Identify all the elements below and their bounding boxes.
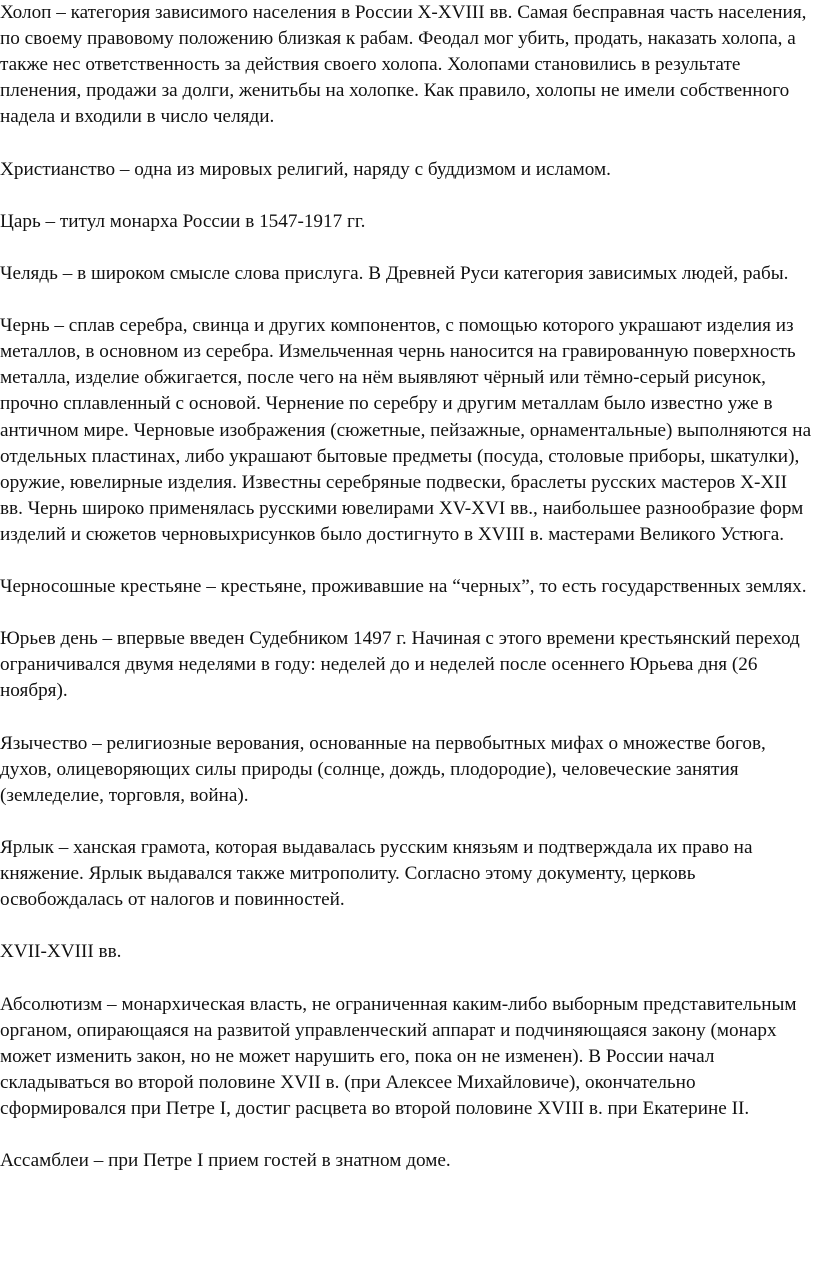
paragraph-gap xyxy=(0,548,812,574)
paragraph-chernososhnye: Черносошные крестьяне – крестьяне, проживавшие на “черных”, то есть государственных землях. xyxy=(0,576,807,598)
paragraph-gap xyxy=(0,913,812,939)
paragraph-gap xyxy=(0,600,812,626)
paragraph-assamblei: Ассамблеи – при Петре I прием гостей в знатном доме. xyxy=(0,1150,451,1172)
paragraph-chelyad: Челядь – в широком смысле слова прислуга. В Древней Руси категория зависимых людей, рабы. xyxy=(0,262,789,284)
paragraph-yuriev-den: Юрьев день – впервые введен Судебником 1497 г. Начиная с этого времени крестьянский переход ограничивался двумя неделями в году: неделей до и неделей после осеннего Юрьева дня (26 ноября). xyxy=(0,628,800,702)
paragraph-gap xyxy=(0,1122,812,1148)
paragraph-khristianstvo: Христианство – одна из мировых религий, наряду с буддизмом и исламом. xyxy=(0,158,611,180)
paragraph-gap xyxy=(0,287,812,313)
paragraph-gap xyxy=(0,705,812,731)
paragraph-gap xyxy=(0,965,812,991)
paragraph-gap xyxy=(0,235,812,261)
paragraph-kholop: Холоп – категория зависимого населения в России X-XVIII вв. Самая бесправная часть населения, по своему правовому положению близкая к рабам. Феодал мог убить, продать, наказать холопа, а также нес ответственность за действия своего холопа. Холопами становились в результате пленения, продажи за долги, женитьбы на холопке. Как правило, холопы не имели собственного надела и входили в число челяди. xyxy=(0,2,807,128)
paragraph-chern: Чернь – сплав серебра, свинца и других компонентов, с помощью которого украшают изделия из металлов, в основном из серебра. Измельченная чернь наносится на гравированную поверхность металла, изделие обжигается, после чего на нём выявляют чёрный или тёмно-серый рисунок, прочно сплавленный с основой. Чернение по серебру и другим металлам было известно уже в античном мире. Черновые изображения (сюжетные, пейзажные, орнаментальные) выполняются на отдельных пластинах, либо украшают бытовые предметы (посуда, столовые приборы, шкатулки), оружие, ювелирные изделия. Известны серебряные подвески, браслеты русских мастеров X-XII вв. Чернь широко применялась русскими ювелирами XV-XVI вв., наибольшее разнообразие форм изделий и сюжетов черновыхрисунков было достигнуто в XVIII в. мастерами Великого Устюга. xyxy=(0,315,812,545)
section-heading-xvii-xviii: XVII-XVIII вв. xyxy=(0,941,122,963)
paragraph-gap xyxy=(0,809,812,835)
paragraph-yazychestvo: Язычество – религиозные верования, основанные на первобытных мифах о множестве богов, духов, олицеворяющих силы природы (солнце, дождь, плодородие), человеческие занятия (земледелие, торговля, война). xyxy=(0,732,766,806)
paragraph-tsar: Царь – титул монарха России в 1547-1917 гг. xyxy=(0,210,366,232)
paragraph-gap xyxy=(0,183,812,209)
paragraph-absolyutizm: Абсолютизм – монархическая власть, не ограниченная каким-либо выборным представительным органом, опирающаяся на развитой управленческий аппарат и подчиняющаяся закону (монарх может изменить закон, но не может нарушить его, пока он не изменен). В России начал складываться во второй половине XVII в. (при Алексее Михайловиче), окончательно сформировался при Петре I, достиг расцвета во второй половине XVIII в. при Екатерине II. xyxy=(0,993,797,1119)
paragraph-yarlyk: Ярлык – ханская грамота, которая выдавалась русским князьям и подтверждала их право на княжение. Ярлык выдавался также митрополиту. Согласно этому документу, церковь освобождалась от налогов и повинностей. xyxy=(0,837,753,911)
paragraph-gap xyxy=(0,130,812,156)
